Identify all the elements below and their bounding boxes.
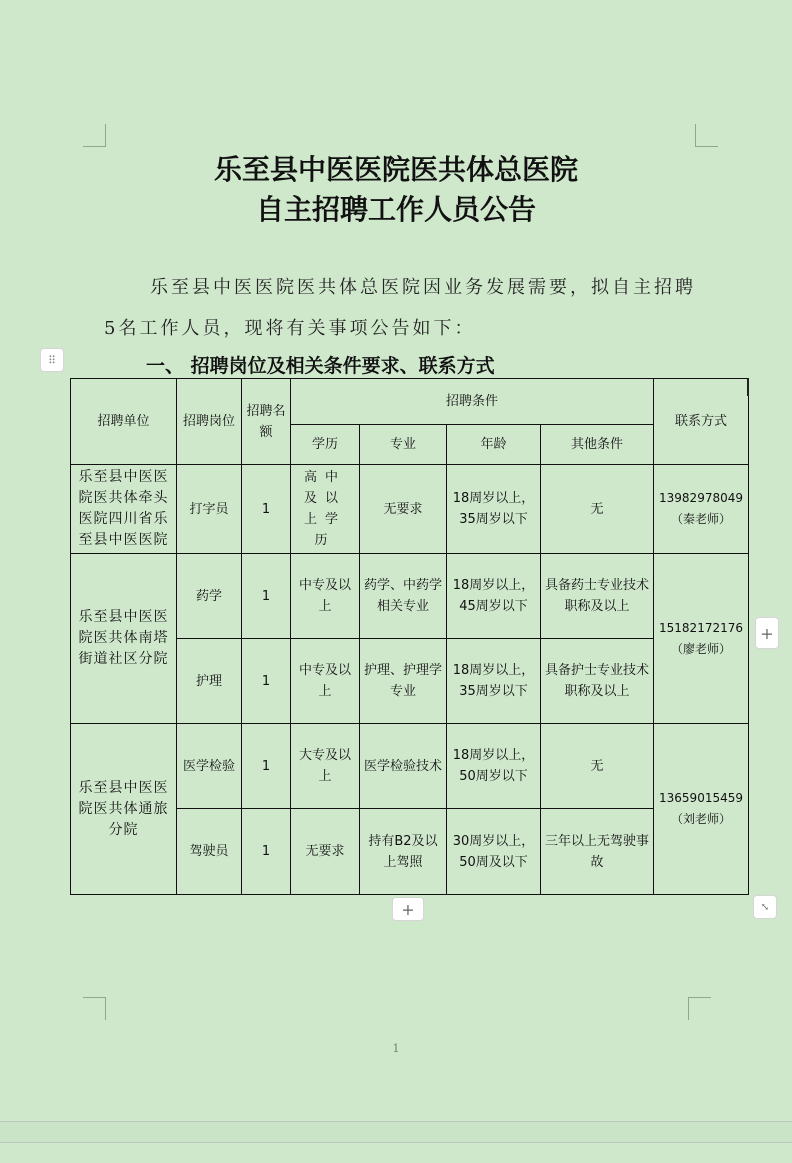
add-row-button[interactable] xyxy=(392,897,424,921)
cell-contact xyxy=(654,465,749,554)
cell-quota: 1 xyxy=(242,639,291,724)
margin-corner-bottom-left xyxy=(83,997,106,1020)
margin-corner-bottom-right xyxy=(688,997,711,1020)
header-position: 招聘岗位 xyxy=(177,379,242,465)
cell-age: 18周岁以上，35周岁以下 xyxy=(447,639,541,724)
cell-position: 驾驶员 xyxy=(177,809,242,895)
cell-age: 18周岁以上，35周岁以下 xyxy=(447,465,541,554)
header-major: 专业 xyxy=(360,425,447,465)
cell-age: 18周岁以上，45周岁以下 xyxy=(447,554,541,639)
section-heading: 一、 招聘岗位及相关条件要求、联系方式 xyxy=(146,355,495,377)
text-cursor xyxy=(747,378,749,396)
header-age: 年龄 xyxy=(447,425,541,465)
plus-icon: + xyxy=(760,623,774,643)
cell-education: 高中及以上学历 xyxy=(291,465,360,554)
cell-quota: 1 xyxy=(242,809,291,895)
contact-phone: 15182172176 xyxy=(659,620,743,635)
page-separator xyxy=(0,1121,792,1143)
table-row xyxy=(71,724,749,809)
cell-position: 护理 xyxy=(177,639,242,724)
cell-quota: 1 xyxy=(242,465,291,554)
document-title-line1: 乐至县中医医院医共体总医院 xyxy=(213,153,578,186)
cell-other: 具备药士专业技术职称及以上 xyxy=(541,554,654,639)
cell-age: 18周岁以上，50周岁以下 xyxy=(447,724,541,809)
cell-other: 三年以上无驾驶事故 xyxy=(541,809,654,895)
cell-other: 具备护士专业技术职称及以上 xyxy=(541,639,654,724)
cell-unit: 乐至县中医医院医共体牵头医院四川省乐至县中医医院 xyxy=(71,465,177,554)
cell-contact xyxy=(654,554,749,724)
cell-major: 无要求 xyxy=(360,465,447,554)
contact-phone: 13982978049 xyxy=(659,491,743,505)
cell-quota: 1 xyxy=(242,724,291,809)
header-contact: 联系方式 xyxy=(654,379,749,465)
header-quota: 招聘名额 xyxy=(242,379,291,465)
cell-age: 30周岁以上，50周及以下 xyxy=(447,809,541,895)
header-conditions: 招聘条件 xyxy=(291,379,654,425)
cell-other: 无 xyxy=(541,724,654,809)
table-resize-button[interactable] xyxy=(753,895,777,919)
document-title-line2: 自主招聘工作人员公告 xyxy=(255,193,536,226)
cell-unit: 乐至县中医医院医共体南塔街道社区分院 xyxy=(71,554,177,724)
table-row xyxy=(71,554,749,639)
contact-name: （廖老师） xyxy=(671,641,732,656)
cell-major: 护理、护理学专业 xyxy=(360,639,447,724)
cell-education: 中专及以上 xyxy=(291,639,360,724)
cell-education: 中专及以上 xyxy=(291,554,360,639)
recruitment-table xyxy=(70,378,749,895)
plus-icon: + xyxy=(401,899,415,919)
cell-major: 持有B2及以上驾照 xyxy=(360,809,447,895)
margin-corner-top-left xyxy=(83,124,106,147)
cell-unit: 乐至县中医医院医共体通旅分院 xyxy=(71,724,177,895)
contact-name: （刘老师） xyxy=(671,812,732,826)
resize-icon: ⤡ xyxy=(760,901,770,913)
header-other: 其他条件 xyxy=(541,425,654,465)
cell-position: 药学 xyxy=(177,554,242,639)
cell-education: 无要求 xyxy=(291,809,360,895)
cell-quota: 1 xyxy=(242,554,291,639)
cell-education: 大专及以上 xyxy=(291,724,360,809)
add-column-button[interactable] xyxy=(755,617,779,649)
cell-contact xyxy=(654,724,749,895)
header-education: 学历 xyxy=(291,425,360,465)
cell-major: 医学检验技术 xyxy=(360,724,447,809)
cell-position: 医学检验 xyxy=(177,724,242,809)
table-drag-handle[interactable] xyxy=(40,348,64,372)
margin-corner-top-right xyxy=(695,124,718,147)
intro-paragraph-line2: 5名工作人员，现将有关事项公告如下： xyxy=(104,318,476,339)
contact-phone: 13659015459 xyxy=(659,791,743,805)
cell-position: 打字员 xyxy=(177,465,242,554)
drag-handle-icon: ⠿ xyxy=(47,353,57,367)
cell-other: 无 xyxy=(541,465,654,554)
contact-name: （秦老师） xyxy=(671,512,732,526)
header-unit: 招聘单位 xyxy=(71,379,177,465)
cell-major: 药学、中药学相关专业 xyxy=(360,554,447,639)
page-number: 1 xyxy=(392,1042,400,1055)
table-row xyxy=(71,465,749,554)
intro-paragraph-line1: 乐至县中医医院医共体总医院因业务发展需要，拟自主招聘 xyxy=(150,277,696,298)
